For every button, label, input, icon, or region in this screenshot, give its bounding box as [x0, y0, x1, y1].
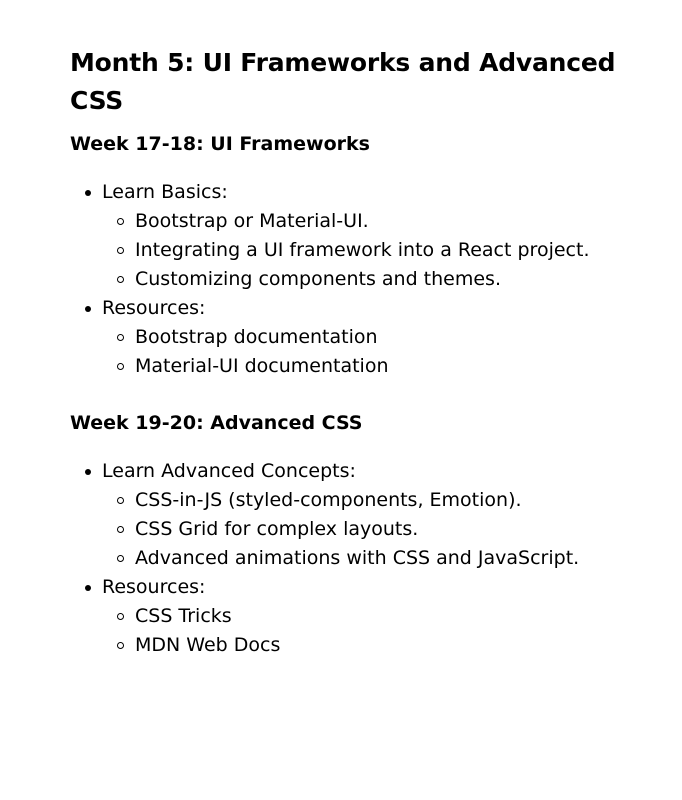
sub-list [102, 602, 622, 660]
circle-bullet-icon [117, 247, 124, 254]
sub-list [102, 323, 622, 381]
section-list-week-19-20 [70, 457, 622, 660]
sub-list-item-text: Bootstrap or Material-UI. [135, 210, 369, 232]
bullet-icon [85, 190, 91, 196]
circle-bullet-icon [117, 526, 124, 533]
sub-list-item [102, 236, 622, 265]
section-list-week-17-18 [70, 178, 622, 381]
circle-bullet-icon [117, 218, 124, 225]
circle-bullet-icon [117, 497, 124, 504]
bullet-icon [85, 306, 91, 312]
sub-list-item [102, 323, 622, 352]
sub-list-item [102, 631, 622, 660]
sub-list-item-text: CSS-in-JS (styled-components, Emotion). [135, 489, 522, 511]
list-item-label: Resources: [102, 576, 206, 598]
list-item [70, 457, 622, 573]
sub-list-item [102, 602, 622, 631]
sub-list-item-text: Bootstrap documentation [135, 326, 378, 348]
sub-list-item [102, 265, 622, 294]
list-item [70, 573, 622, 660]
circle-bullet-icon [117, 363, 124, 370]
sub-list-item [102, 352, 622, 381]
section-heading-week-17-18: Week 17-18: UI Frameworks [70, 133, 370, 155]
list-item [70, 294, 622, 381]
sub-list-item-text: Integrating a UI framework into a React project. [135, 239, 590, 261]
page-title: Month 5: UI Frameworks and Advanced CSS [70, 48, 616, 115]
circle-bullet-icon [117, 555, 124, 562]
sub-list-item-text: MDN Web Docs [135, 634, 281, 656]
section-heading-week-19-20: Week 19-20: Advanced CSS [70, 412, 363, 434]
list-item-label: Learn Advanced Concepts: [102, 460, 356, 482]
bullet-icon [85, 469, 91, 475]
circle-bullet-icon [117, 334, 124, 341]
circle-bullet-icon [117, 276, 124, 283]
sub-list-item [102, 515, 622, 544]
sub-list-item-text: CSS Tricks [135, 605, 232, 627]
sub-list-item [102, 207, 622, 236]
sub-list-item-text: CSS Grid for complex layouts. [135, 518, 419, 540]
sub-list-item-text: Customizing components and themes. [135, 268, 501, 290]
list-item [70, 178, 622, 294]
list-item-label: Resources: [102, 297, 206, 319]
bullet-icon [85, 585, 91, 591]
sub-list-item [102, 544, 622, 573]
sub-list-item [102, 486, 622, 515]
sub-list [102, 486, 622, 573]
sub-list-item-text: Material-UI documentation [135, 355, 389, 377]
sub-list [102, 207, 622, 294]
sub-list-item-text: Advanced animations with CSS and JavaScript. [135, 547, 580, 569]
circle-bullet-icon [117, 613, 124, 620]
list-item-label: Learn Basics: [102, 181, 228, 203]
circle-bullet-icon [117, 642, 124, 649]
